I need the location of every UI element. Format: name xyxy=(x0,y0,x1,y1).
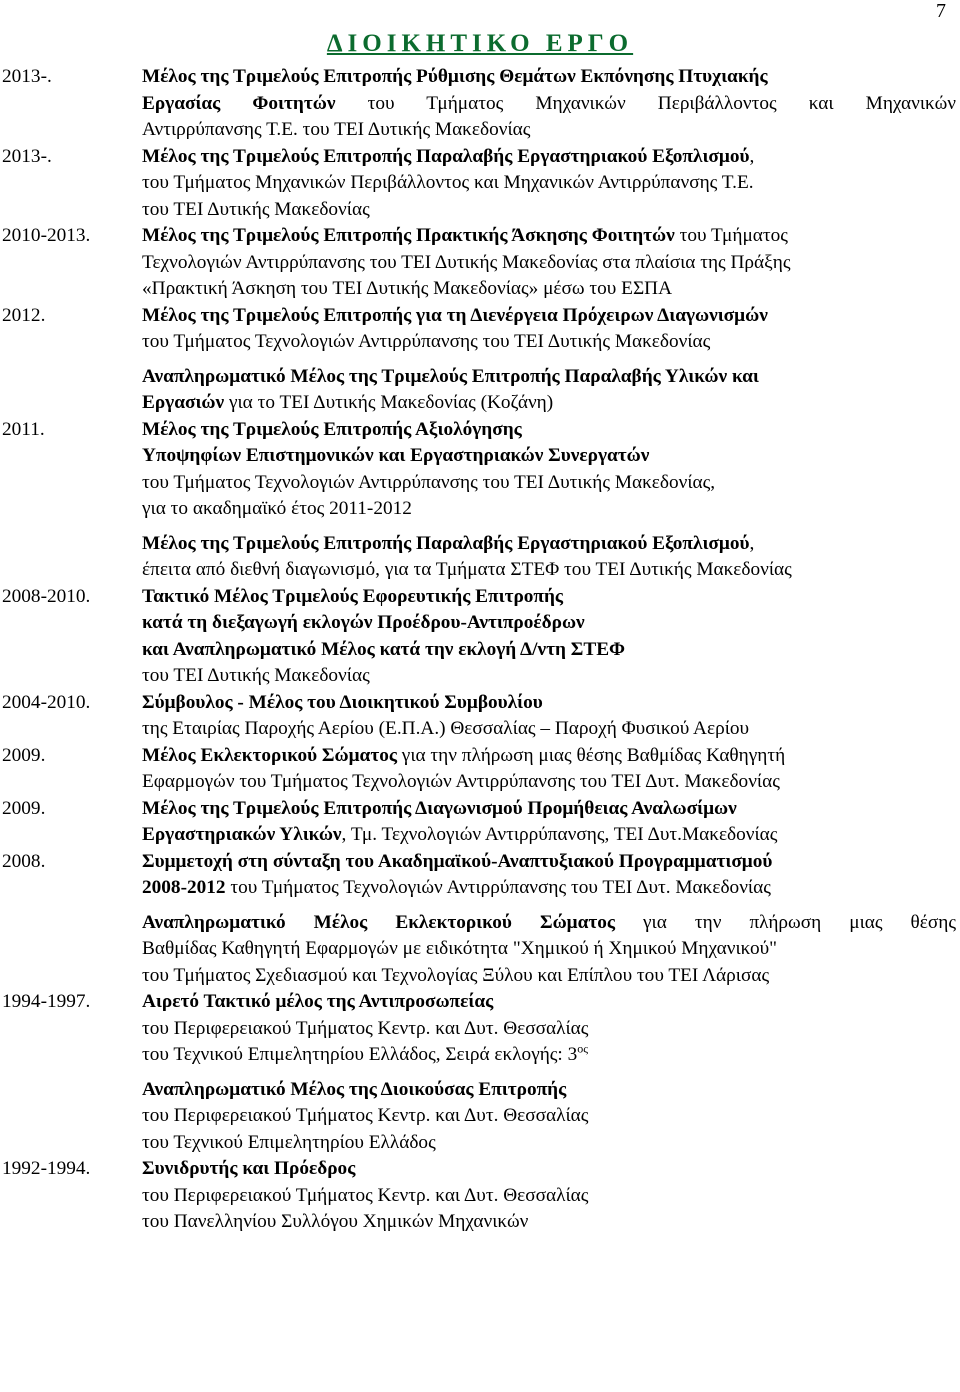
entry xyxy=(0,303,960,417)
entry-text: του Τμήματος xyxy=(674,225,788,246)
entry-role: Συμμετοχή στη σύνταξη του Ακαδημαϊκού-Αναπτυξιακού Προγραμματισμού xyxy=(142,850,773,872)
entry-year: 2010-2013. xyxy=(2,225,91,246)
entry-year: 1994-1997. xyxy=(2,991,91,1012)
entry-text: για το ΤΕΙ Δυτικής Μακεδονίας (Κοζάνη) xyxy=(224,392,554,413)
page-number: 7 xyxy=(936,0,946,22)
entry-role: Συνιδρυτής και Πρόεδρος xyxy=(142,1158,356,1179)
ordinal-suffix: ος xyxy=(577,1041,589,1056)
entry-role: Μέλος της Τριμελούς Επιτροπής Παραλαβής Εργαστηριακού Εξοπλισμού xyxy=(142,532,750,554)
page-title: ΔΙΟΙΚΗΤΙΚΟ ΕΡΓΟ xyxy=(326,30,634,57)
entry-body xyxy=(142,690,960,743)
entry xyxy=(0,144,960,224)
entry-role: Μέλος της Τριμελούς Επιτροπής Ρύθμισης Θεμάτων Εκπόνησης Πτυχιακής xyxy=(142,66,768,87)
entry-text: του Πανελληνίου Συλλόγου Χημικών Μηχανικών xyxy=(142,1211,529,1232)
entry-role: Υποψηφίων Επιστημονικών και Εργαστηριακών Συνεργατών xyxy=(142,445,650,466)
entry-year: 2011. xyxy=(2,418,45,440)
entry-text: «Πρακτική Άσκηση του ΤΕΙ Δυτικής Μακεδονίας» μέσω του ΕΣΠΑ xyxy=(142,278,673,299)
entry-text: , xyxy=(749,145,755,167)
entry-text: έπειτα από διεθνή διαγωνισμό, για τα Τμήματα ΣΤΕΦ του ΤΕΙ Δυτικής Μακεδονίας xyxy=(142,559,792,580)
entry-text: του Περιφερειακού Τμήματος Κεντρ. και Δυτ. Θεσσαλίας xyxy=(142,1105,589,1126)
entry-role: Εργασιών xyxy=(142,392,225,413)
entry-role: Μέλος της Τριμελούς Επιτροπής Πρακτικής Άσκησης Φοιτητών xyxy=(142,225,675,246)
entry-role: Εργασίας Φοιτητών xyxy=(142,92,336,114)
entry-text: , xyxy=(749,532,755,554)
entry-year: 2008-2010. xyxy=(2,585,91,607)
entry-role: Σύμβουλος - Μέλος του Διοικητικού Συμβουλίου xyxy=(142,691,543,713)
entry-body xyxy=(142,743,960,796)
entry-text: του Περιφερειακού Τμήματος Κεντρ. και Δυτ. Θεσσαλίας xyxy=(142,1017,589,1039)
entry-role: Αιρετό Τακτικό μέλος της Αντιπροσωπείας xyxy=(142,991,494,1012)
entry-text: Αντιρρύπανσης Τ.Ε. του ΤΕΙ Δυτικής Μακεδονίας xyxy=(142,119,531,140)
entry-text: του Τμήματος Μηχανικών Περιβάλλοντος και Μηχανικών xyxy=(335,92,956,114)
entry-text: για το ακαδημαϊκό έτος 2011-2012 xyxy=(142,498,412,519)
entry-year: 2008. xyxy=(2,850,46,872)
entry-text: Βαθμίδας Καθηγητή Εφαρμογών με ειδικότητα "Χημικού ή Χημικού Μηχανικού" xyxy=(142,938,778,959)
entry-role: Μέλος Εκλεκτορικού Σώματος xyxy=(142,744,397,766)
entry-text: του Τμήματος Μηχανικών Περιβάλλοντος και Μηχανικών Αντιρρύπανσης Τ.Ε. xyxy=(142,172,754,193)
entry-text: του Τεχνικού Επιμελητηρίου Ελλάδος, Σειρά εκλογής: 3 xyxy=(142,1044,578,1065)
entry-year: 1992-1994. xyxy=(2,1158,91,1179)
entry xyxy=(0,584,960,690)
entry-text: για την πλήρωση μιας θέσης xyxy=(615,911,956,933)
entry-text: Τεχνολογιών Αντιρρύπανσης του ΤΕΙ Δυτικής Μακεδονίας στα πλαίσια της Πράξης xyxy=(142,251,791,273)
entry-role: Εργαστηριακών Υλικών xyxy=(142,824,342,845)
entry-text: του Περιφερειακού Τμήματος Κεντρ. και Δυτ. Θεσσαλίας xyxy=(142,1184,589,1206)
entry xyxy=(0,223,960,303)
entry-year: 2013-. xyxy=(2,145,52,167)
entry-year: 2013-. xyxy=(2,66,52,87)
entry-text: του ΤΕΙ Δυτικής Μακεδονίας xyxy=(142,665,370,686)
entries-list xyxy=(0,64,960,1236)
entry-body xyxy=(142,989,960,1156)
entry-body xyxy=(142,303,960,417)
entry-text: της Εταιρίας Παροχής Αερίου (Ε.Π.Α.) Θεσσαλίας – Παροχή Φυσικού Αερίου xyxy=(142,718,750,739)
entry-text: του Τμήματος Τεχνολογιών Αντιρρύπανσης του ΤΕΙ Δυτικής Μακεδονίας, xyxy=(142,471,716,493)
entry-body xyxy=(142,223,960,303)
entry-role: Μέλος της Τριμελούς Επιτροπής για τη Διενέργεια Πρόχειρων Διαγωνισμών xyxy=(142,304,768,326)
entry-role: Αναπληρωματικό Μέλος της Διοικούσας Επιτροπής xyxy=(142,1078,567,1100)
entry xyxy=(0,64,960,144)
entry xyxy=(0,796,960,849)
entry-text: του ΤΕΙ Δυτικής Μακεδονίας xyxy=(142,198,370,220)
entry xyxy=(0,1156,960,1236)
entry-role: Μέλος της Τριμελούς Επιτροπής Αξιολόγησης xyxy=(142,418,522,440)
entry-year: 2009. xyxy=(2,797,46,819)
entry-body xyxy=(142,796,960,849)
entry-text: του Τμήματος Τεχνολογιών Αντιρρύπανσης του ΤΕΙ Δυτικής Μακεδονίας xyxy=(142,331,711,352)
entry-body xyxy=(142,1156,960,1236)
entry xyxy=(0,743,960,796)
entry-text: Εφαρμογών του Τμήματος Τεχνολογιών Αντιρρύπανσης του ΤΕΙ Δυτ. Μακεδονίας xyxy=(142,771,780,792)
entry xyxy=(0,690,960,743)
entry-text: του Τμήματος Σχεδιασμού και Τεχνολογίας Ξύλου και Επίπλου του ΤΕΙ Λάρισας xyxy=(142,964,770,986)
entry-body xyxy=(142,64,960,144)
entry-role: Τακτικό Μέλος Τριμελούς Εφορευτικής Επιτροπής xyxy=(142,585,564,607)
entry-text: για την πλήρωση μιας θέσης Βαθμίδας Καθηγητή xyxy=(396,744,786,766)
entry xyxy=(0,417,960,584)
entry-body xyxy=(142,144,960,224)
entry-text: του Τμήματος Τεχνολογιών Αντιρρύπανσης του ΤΕΙ Δυτ. Μακεδονίας xyxy=(225,877,771,898)
entry-body xyxy=(142,584,960,690)
entry-year: 2009. xyxy=(2,744,46,766)
entry-body xyxy=(142,417,960,584)
entry-role: κατά τη διεξαγωγή εκλογών Προέδρου-Αντιπροέδρων xyxy=(142,612,585,633)
entry-text: , Τμ. Τεχνολογιών Αντιρρύπανσης, ΤΕΙ Δυτ.Μακεδονίας xyxy=(341,824,778,845)
entry-role: Μέλος της Τριμελούς Επιτροπής Διαγωνισμού Προμήθειας Αναλωσίμων xyxy=(142,797,737,819)
entry-role: Αναπληρωματικό Μέλος της Τριμελούς Επιτροπής Παραλαβής Υλικών και xyxy=(142,365,759,387)
entry-text: του Τεχνικού Επιμελητηρίου Ελλάδος xyxy=(142,1131,436,1153)
entry xyxy=(0,989,960,1156)
entry-year: 2004-2010. xyxy=(2,691,91,713)
entry-role: Μέλος της Τριμελούς Επιτροπής Παραλαβής Εργαστηριακού Εξοπλισμού xyxy=(142,145,750,167)
entry-role: Αναπληρωματικό Μέλος Εκλεκτορικού Σώματος xyxy=(142,911,616,933)
entry-role: και Αναπληρωματικό Μέλος κατά την εκλογή Δ/ντη ΣΤΕΦ xyxy=(142,638,626,660)
entry-year: 2012. xyxy=(2,304,46,326)
entry xyxy=(0,849,960,990)
entry-body xyxy=(142,849,960,990)
entry-role: 2008-2012 xyxy=(142,877,226,898)
